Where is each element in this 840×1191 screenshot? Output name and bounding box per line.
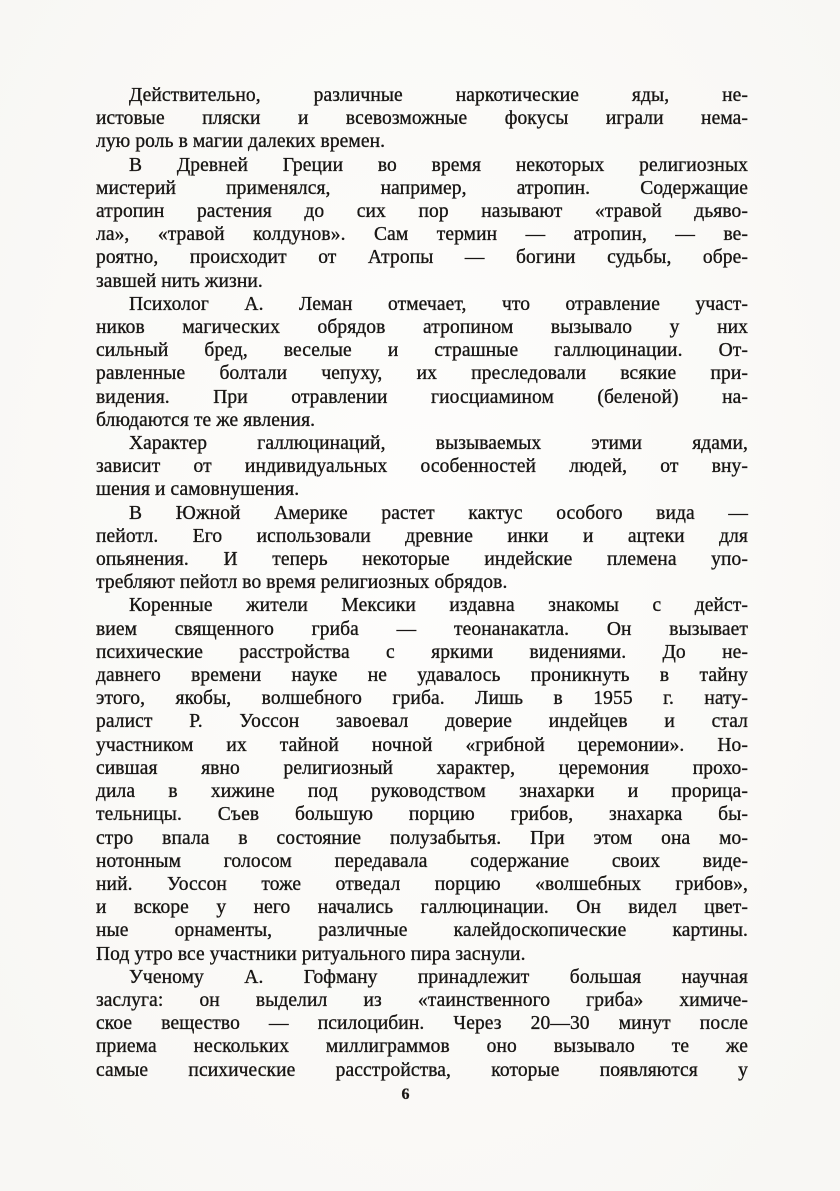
text-line: самые психические расстройства, которые появляются у xyxy=(96,1059,748,1081)
text-line: дила в хижине под руководством знахарки и прорица- xyxy=(96,781,748,803)
text-line: истовые пляски и всевозможные фокусы играли нема- xyxy=(96,108,748,130)
text-line: пейотл. Его использовали древние инки и ацтеки для xyxy=(96,525,748,547)
text-line: давнего времени науке не удавалось проникнуть в тайну xyxy=(96,665,748,687)
text-line: нотонным голосом передавала содержание своих виде- xyxy=(96,850,748,872)
text-line: Характер галлюцинаций, вызываемых этими ядами, xyxy=(129,433,748,455)
text-line: равленные болтали чепуху, их преследовали всякие при- xyxy=(96,363,748,385)
text-line: и вскоре у него начались галлюцинации. Он видел цвет- xyxy=(96,897,748,919)
text-line: Коренные жители Мексики издавна знакомы с дейст- xyxy=(129,595,748,617)
text-line: видения. При отравлении гиосциамином (беленой) на- xyxy=(96,386,748,408)
text-line: атропин растения до сих пор называют «травой дьяво- xyxy=(96,201,748,223)
text-line: ское вещество — псилоцибин. Через 20—30 минут после xyxy=(96,1013,748,1035)
text-line: Под утро все участники ритуального пира заснули. xyxy=(96,943,526,965)
text-line: ралист Р. Уоссон завоевал доверие индейцев и стал xyxy=(96,711,748,733)
text-line: Психолог А. Леман отмечает, что отравление участ- xyxy=(129,293,748,315)
text-line: стро впала в состояние полузабытья. При этом она мо- xyxy=(96,827,748,849)
text-line: требляют пейотл во время религиозных обрядов. xyxy=(96,572,508,594)
text-line: этого, якобы, волшебного гриба. Лишь в 1955 г. нату- xyxy=(96,688,748,710)
text-line: В Южной Америке растет кактус особого вида — xyxy=(129,502,748,524)
text-line: психические расстройства с яркими видениями. До не- xyxy=(96,641,748,663)
text-line: вием священного гриба — теонанакатла. Он вызывает xyxy=(96,618,748,640)
text-line: зависит от индивидуальных особенностей людей, от вну- xyxy=(96,456,748,478)
text-line: ные орнаменты, различные калейдоскопические картины. xyxy=(96,920,748,942)
text-line: роятно, происходит от Атропы — богини судьбы, обре- xyxy=(96,247,748,269)
text-line: ний. Уоссон тоже отведал порцию «волшебных грибов», xyxy=(96,873,748,895)
text-line: сившая явно религиозный характер, церемония прохо- xyxy=(96,757,748,779)
text-line: ла», «травой колдунов». Сам термин — атропин, — ве- xyxy=(96,224,748,246)
text-line: шения и самовнушения. xyxy=(96,479,300,501)
text-line: заслуга: он выделил из «таинственного гриба» химиче- xyxy=(96,989,748,1011)
text-line: Ученому А. Гофману принадлежит большая научная xyxy=(129,966,748,988)
text-line: лую роль в магии далеких времен. xyxy=(96,131,386,153)
text-line: опьянения. И теперь некоторые индейские племена упо- xyxy=(96,549,748,571)
page-number: 6 xyxy=(401,1086,411,1103)
text-line: ников магических обрядов атропином вызывало у них xyxy=(96,317,748,339)
text-line: Действительно, различные наркотические яды, не- xyxy=(129,85,748,106)
text-line: тельницы. Съев большую порцию грибов, знахарка бы- xyxy=(96,804,748,826)
text-line: мистерий применялся, например, атропин. Содержащие xyxy=(96,177,748,199)
text-line: блюдаются те же явления. xyxy=(96,409,316,431)
text-block xyxy=(96,84,748,1082)
text-line: В Древней Греции во время некоторых религиозных xyxy=(129,154,748,176)
text-line: завшей нить жизни. xyxy=(96,270,263,292)
text-line: участником их тайной ночной «грибной церемонии». Но- xyxy=(96,734,748,756)
text-line: сильный бред, веселые и страшные галлюцинации. От- xyxy=(96,340,748,362)
text-line: приема нескольких миллиграммов оно вызывало те же xyxy=(96,1036,748,1058)
